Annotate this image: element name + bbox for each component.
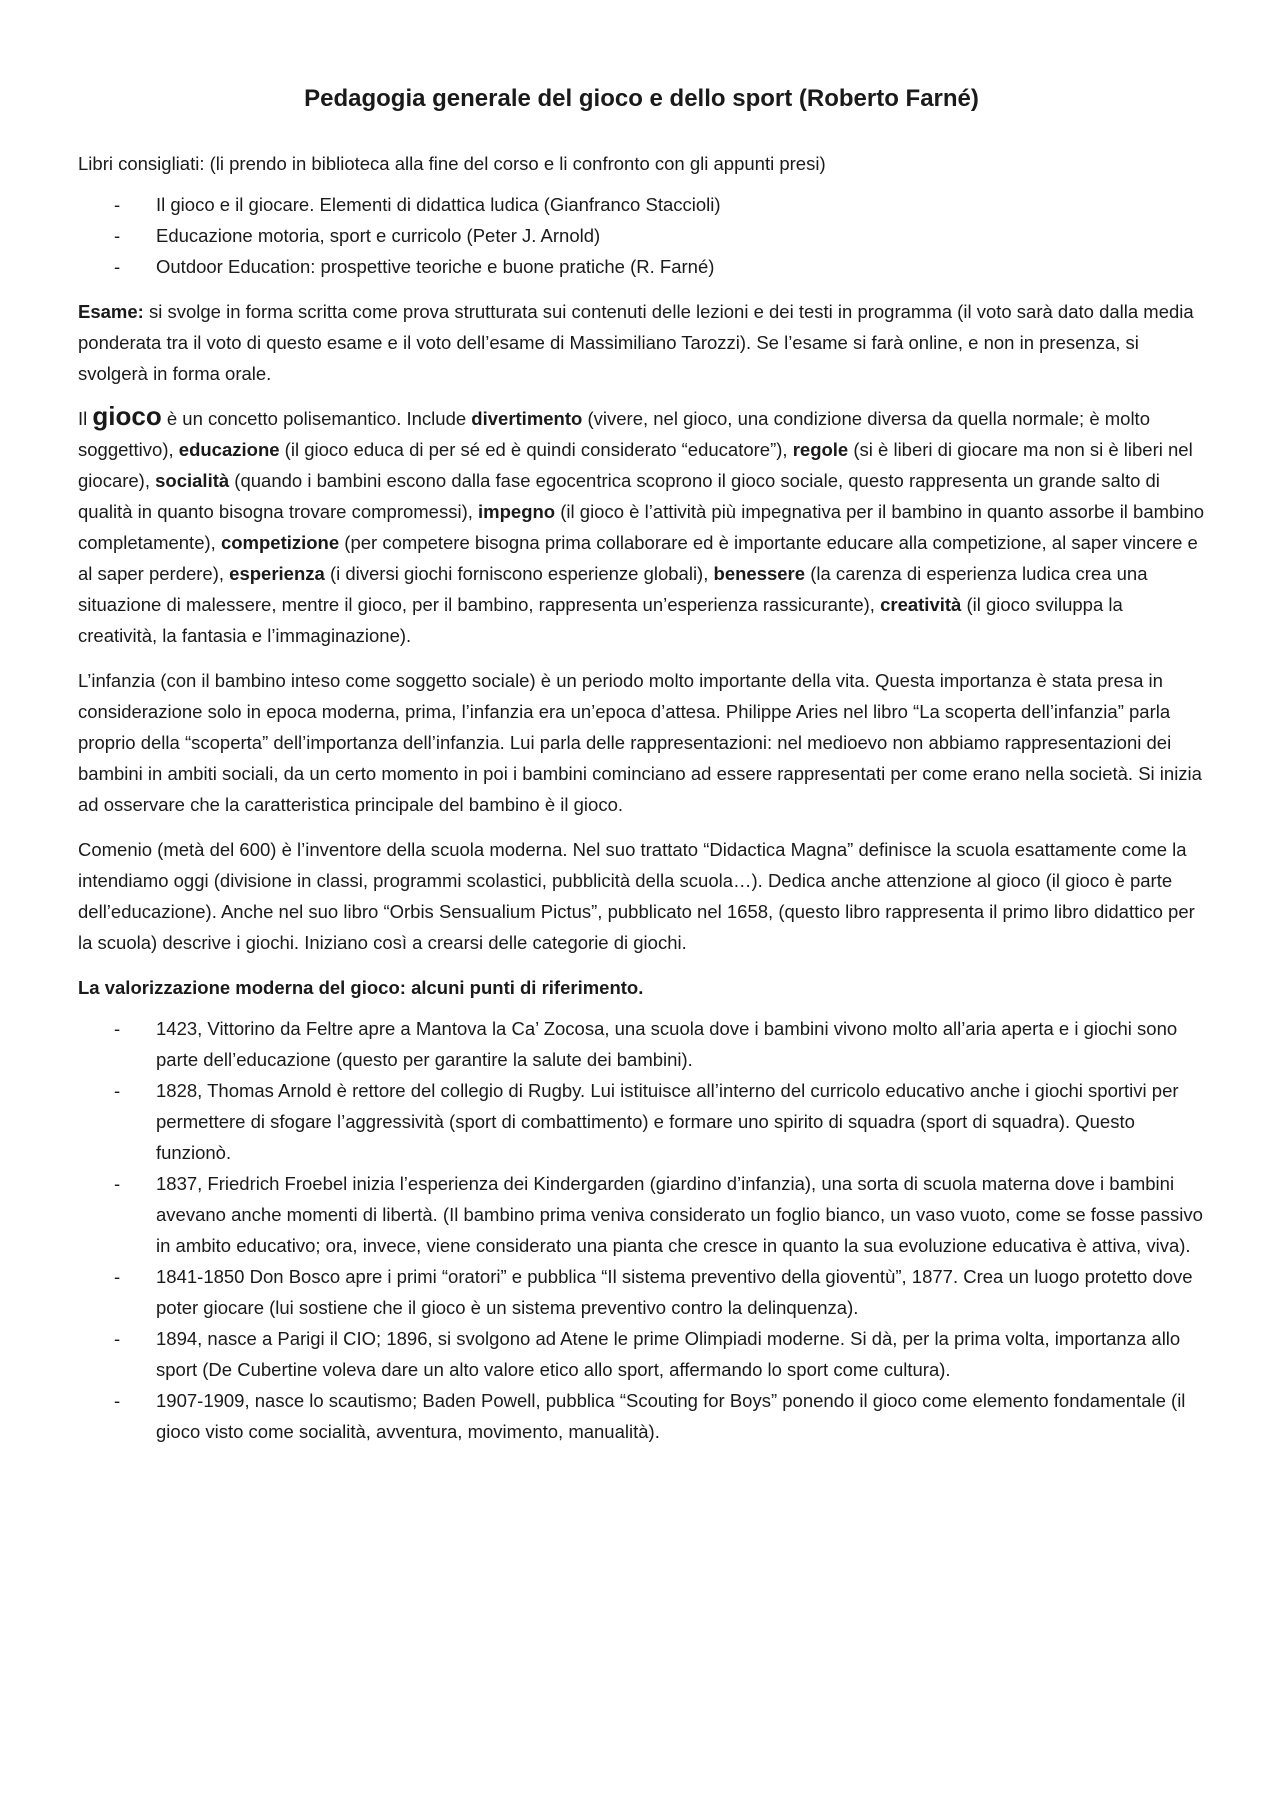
text-run: (si è liberi di giocare ma non si è liberi nel giocare), [78, 439, 1193, 491]
list-item: - 1423, Vittorino da Feltre apre a Mantova la Ca’ Zocosa, una scuola dove i bambini vivono molto all’aria aperta e i giochi sono parte dell’educazione (questo per garantire la salute dei bambini). [78, 1013, 1205, 1075]
keyword-regole: regole [792, 439, 849, 460]
list-item: - Educazione motoria, sport e curricolo (Peter J. Arnold) [78, 220, 1205, 251]
section-heading-text: La valorizzazione moderna del gioco: alcuni punti di riferimento. [78, 977, 644, 998]
text-run: (vivere, nel gioco, una condizione diversa da quella normale; è molto soggettivo), [78, 408, 1150, 460]
text-run: (il gioco sviluppa la creatività, la fantasia e l’immaginazione). [78, 594, 1123, 646]
list-item: - 1828, Thomas Arnold è rettore del collegio di Rugby. Lui istituisce all’interno del curricolo educativo anche i giochi sportivi per permettere di sfogare l’aggressività (sport di combattimento) e formare uno spirito di squadra (sport di squadra). Questo funzionò. [78, 1075, 1205, 1168]
comenio-paragraph: Comenio (metà del 600) è l’inventore della scuola moderna. Nel suo trattato “Didactica Magna” definisce la scuola esattamente come la intendiamo oggi (divisione in classi, programmi scolastici, pubblicità della scuola…). Dedica anche attenzione al gioco (il gioco è parte dell’educazione). Anche nel suo libro “Orbis Sensualium Pictus”, pubblicato nel 1658, (questo libro rappresenta il primo libro didattico per la scuola) descrive i giochi. Iniziano così a crearsi delle categorie di giochi. [78, 839, 1195, 953]
text-run: (la carenza di esperienza ludica crea una situazione di malessere, mentre il gioco, per il bambino, rappresenta un’esperienza rassicurante), [78, 563, 1148, 615]
text-run: Il [78, 408, 93, 429]
keyword-educazione: educazione [178, 439, 280, 460]
books-intro: Libri consigliati: (li prendo in biblioteca alla fine del corso e li confronto con gli appunti presi) [78, 153, 826, 174]
keyword-benessere: benessere [713, 563, 806, 584]
list-item: - 1894, nasce a Parigi il CIO; 1896, si svolgono ad Atene le prime Olimpiadi moderne. Si dà, per la prima volta, importanza allo sport (De Cubertine voleva dare un alto valore etico allo sport, affermando lo sport come cultura). [78, 1323, 1205, 1385]
list-item: - 1841-1850 Don Bosco apre i primi “oratori” e pubblica “Il sistema preventivo della gioventù”, 1877. Crea un luogo protetto dove poter giocare (lui sostiene che il gioco è un sistema preventivo contro la delinquenza). [78, 1261, 1205, 1323]
exam-label: Esame: [78, 301, 144, 322]
section-heading [78, 972, 1205, 1003]
text-run: (i diversi giochi forniscono esperienze globali), [324, 563, 714, 584]
list-item: - Outdoor Education: prospettive teoriche e buone pratiche (R. Farné) [78, 251, 1205, 282]
text-run: (il gioco educa di per sé ed è quindi considerato “educatore”), [279, 439, 793, 460]
list-item: - 1837, Friedrich Froebel inizia l’esperienza dei Kindergarden (giardino d’infanzia), una sorta di scuola materna dove i bambini avevano anche momenti di libertà. (Il bambino prima veniva considerato un foglio bianco, un vaso vuoto, come se fosse passivo in ambito educativo; ora, invece, viene considerato una pianta che cresce in quanto la sua evoluzione educativa è attiva, viva). [78, 1168, 1205, 1261]
keyword-gioco: gioco [92, 401, 162, 431]
keyword-divertimento: divertimento [471, 408, 583, 429]
list-item: - Il gioco e il giocare. Elementi di didattica ludica (Gianfranco Staccioli) [78, 189, 1205, 220]
exam-text: si svolge in forma scritta come prova strutturata sui contenuti delle lezioni e dei testi in programma (il voto sarà dato dalla media ponderata tra il voto di questo esame e il voto dell’esame di Massimiliano Tarozzi). Se l’esame si farà online, e non in presenza, si svolgerà in forma orale. [78, 301, 1194, 384]
text-run: è un concetto polisemantico. Include [161, 408, 472, 429]
exam-paragraph [78, 296, 1205, 389]
milestones-list [78, 1013, 1205, 1447]
gioco-paragraph [78, 403, 1205, 651]
list-item: - 1907-1909, nasce lo scautismo; Baden Powell, pubblica “Scouting for Boys” ponendo il gioco come elemento fondamentale (il gioco visto come socialità, avventura, movimento, manualità). [78, 1385, 1205, 1447]
text-run: (quando i bambini escono dalla fase egocentrica scoprono il gioco sociale, questo rappresenta un grande salto di qualità in quanto bisogna trovare compromessi), [78, 470, 1160, 522]
books-list [78, 189, 1205, 282]
keyword-impegno: impegno [478, 501, 556, 522]
infanzia-paragraph: L’infanzia (con il bambino inteso come soggetto sociale) è un periodo molto importante della vita. Questa importanza è stata presa in considerazione solo in epoca moderna, prima, l’infanzia era un’epoca d’attesa. Philippe Aries nel libro “La scoperta dell’infanzia” parla proprio della “scoperta” dell’importanza dell’infanzia. Lui parla delle rappresentazioni: nel medioevo non abbiamo rappresentazioni dei bambini in ambiti sociali, da un certo momento in poi i bambini cominciano ad essere rappresentati per come erano nella società. Si inizia ad osservare che la caratteristica principale del bambino è il gioco. [78, 670, 1202, 815]
keyword-creativita: creatività [880, 594, 962, 615]
keyword-socialita: socialità [155, 470, 230, 491]
text-run: (il gioco è l’attività più impegnativa per il bambino in quanto assorbe il bambino completamente), [78, 501, 1205, 553]
keyword-competizione: competizione [220, 532, 340, 553]
document-title: Pedagogia generale del gioco e dello sport (Roberto Farné) [304, 85, 979, 112]
text-run: (per competere bisogna prima collaborare ed è importante educare alla competizione, al saper vincere e al saper perdere), [78, 532, 1198, 584]
keyword-esperienza: esperienza [229, 563, 325, 584]
